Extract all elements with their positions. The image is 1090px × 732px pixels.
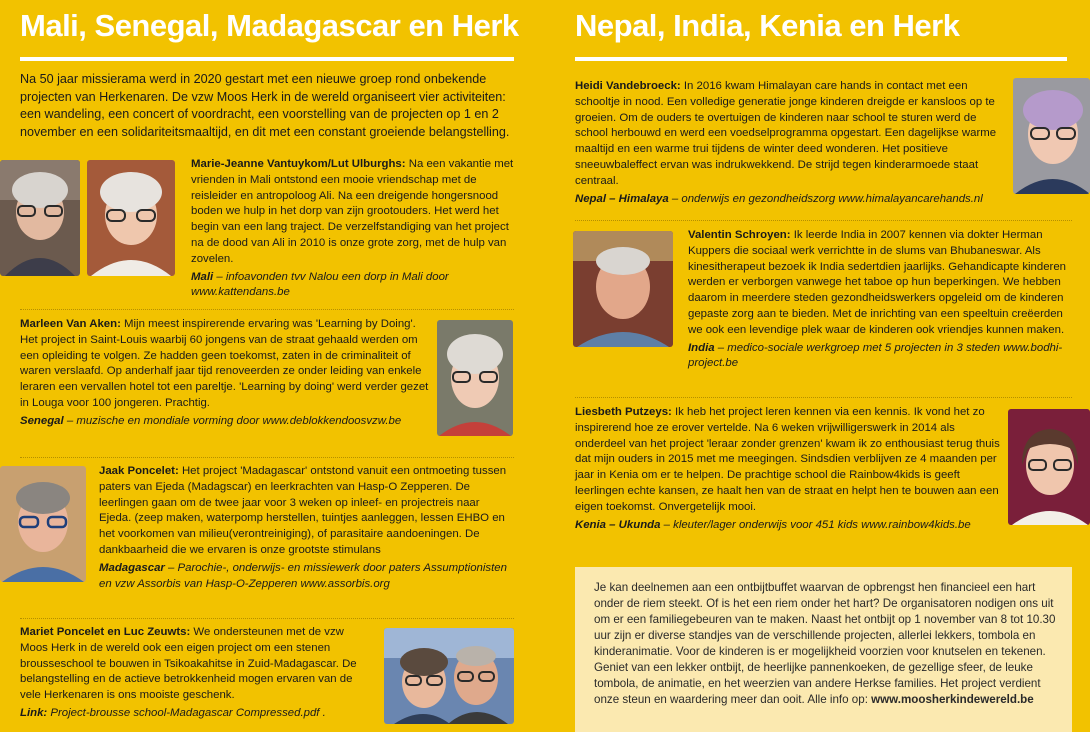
section-senegal-caption: – muzische en mondiale vorming door www.deblokkendoosvzw.be bbox=[63, 414, 402, 427]
breakfast-info-box bbox=[575, 567, 1072, 732]
divider bbox=[575, 397, 1072, 398]
section-india-text: Ik leerde India in 2007 kennen via dokter Herman Kuppers die sociaal werk verrichtte in de slums van Bhubaneswar. Als kinesitherapeut bezoek ik India sedertdien jaarlijks. Gehandicapte kinderen werden er verborgen vanwege het taboe op hun beperkingen. We hebben daarom in meerdere steden gezondheidswerkers opgeleid om de kinderen gepaste zorg aan te bieden. Met de inrichting van een speeltuin creëerden we ook een levendige plek waar de kinderen ook vriendjes kunnen maken. bbox=[688, 229, 1067, 336]
section-mali-name: Marie-Jeanne Vantuykom/Lut Ulburghs: bbox=[191, 158, 406, 170]
section-mali bbox=[191, 157, 515, 301]
section-brousse-text: We ondersteunen met de vzw Moos Herk in de wereld ook een eigen project om een stenen brousseschool te bouwen in Tsikoakahitse in Zuid-Madagascar. De belangstelling en de actieve betrokkenheid mogen ervaren van de vele Herkenaren is ons mooiste geschenk. bbox=[20, 626, 357, 702]
section-kenia-text: Ik heb het project leren kennen via een kennis. Ik vond het zo inspirerend hoe ze erover vertelde. Na 6 weken vrijwilligerswerk in 2014 als onderdeel van het project 'leraar zonder grenzen' kwam ik zo enthousiast terug thuis dat mijn ouders in 2015 met me meegingen. Sindsdien verblijven ze 4 maanden per jaar in Kenia om er te helpen. De prachtige school die Rainbow4kids is geeft leerlingen echte kansen, ze haalt hen van de straat en helpt hen te bouwen aan een eigen toekomst. Onvergetelijk mooi. bbox=[575, 406, 1000, 513]
section-brousse-school bbox=[20, 625, 370, 722]
section-nepal-caption: – onderwijs en gezondheidszorg www.himalayancarehands.nl bbox=[668, 192, 983, 205]
section-kenia-caption-label: Kenia – Ukunda bbox=[575, 518, 661, 531]
divider bbox=[20, 457, 514, 458]
section-kenia-caption: – kleuter/lager onderwijs voor 451 kids www.rainbow4kids.be bbox=[660, 518, 971, 531]
section-brousse-name: Mariet Poncelet en Luc Zeuwts: bbox=[20, 626, 191, 638]
section-madagascar-caption: – Parochie-, onderwijs- en missiewerk door paters Assumptionisten en vzw Assorbis van Hasp-O-Zepperen www.assorbis.org bbox=[99, 561, 507, 590]
section-madagascar-text: Het project 'Madagascar' ontstond vanuit een ontmoeting tussen paters van Ejeda (Madagscar) en leerkrachten van Hasp-O Zepperen. De leerlingen gaan om de twee jaar voor 3 weken op inleef- en projectreis naar Ejeda. (zeep maken, waterpomp herstellen, tuintjes aanleggen, lessen EHBO en het voorkomen van milieu(verontreiniging), of parasitaire aandoeningen. De dankbaarheid die we ervaren is onze grootste stimulans bbox=[99, 465, 507, 556]
section-mali-text: Na een vakantie met vrienden in Mali ontstond een mooie vriendschap met de reisleider en antropoloog Ali. Na een dreigende hongersnood boden we hulp in het dorp van zijn grootouders. Het werd het begin van een lang traject. De verzelfstandiging van het project na de dood van Ali in 2010 is onze grote zorg, met de hulp van zovelen. bbox=[191, 158, 514, 265]
section-madagascar bbox=[99, 464, 511, 592]
section-nepal bbox=[575, 79, 1005, 207]
section-madagascar-name: Jaak Poncelet: bbox=[99, 465, 179, 477]
section-senegal bbox=[20, 317, 430, 430]
moosherk-website-link[interactable]: www.moosherkindewereld.be bbox=[871, 693, 1034, 706]
divider bbox=[20, 309, 514, 310]
portrait-marleen bbox=[437, 320, 513, 436]
section-mali-caption-label: Mali bbox=[191, 270, 214, 283]
divider bbox=[575, 220, 1072, 221]
section-nepal-caption-label: Nepal – Himalaya bbox=[575, 192, 669, 205]
portrait-marie-jeanne bbox=[0, 160, 80, 276]
section-india-name: Valentin Schroyen: bbox=[688, 229, 791, 241]
section-brousse-link-label: Link: bbox=[20, 706, 48, 719]
right-heading-rule bbox=[575, 57, 1067, 61]
portrait-lut bbox=[87, 160, 175, 276]
divider bbox=[20, 618, 514, 619]
portrait-mariet-and-luc bbox=[384, 628, 514, 724]
portrait-valentin bbox=[573, 231, 673, 347]
section-mali-caption: – infoavonden tvv Nalou een dorp in Mali door www.kattendans.be bbox=[191, 270, 449, 299]
left-heading: Mali, Senegal, Madagascar en Herk bbox=[20, 8, 519, 43]
section-india bbox=[688, 228, 1078, 372]
section-kenia-name: Liesbeth Putzeys: bbox=[575, 406, 672, 418]
section-senegal-caption-label: Senegal bbox=[20, 414, 64, 427]
left-heading-rule bbox=[20, 57, 514, 61]
brousse-school-pdf-link[interactable]: Project-brousse school-Madagascar Compressed.pdf . bbox=[47, 706, 326, 719]
breakfast-info-text bbox=[594, 580, 1058, 708]
portrait-heidi bbox=[1013, 78, 1090, 194]
section-nepal-text: In 2016 kwam Himalayan care hands in contact met een schooltje in nood. Een volledige generatie jonge kinderen dreigde er kansloos op te groeien. Om de ouders te overtuigen de kinderen naar school te sturen werd de school herbouwd en werd een voedselprogramma opgestart. Een dagelijkse warme maaltijd en een warme trui tijdens de winter deed wonderen. Het positieve sneeuwbaleffect ervan was indrukwekkend. De strijd tegen kinderarmoede staat centraal. bbox=[575, 80, 997, 187]
section-senegal-name: Marleen Van Aken: bbox=[20, 318, 121, 330]
portrait-liesbeth bbox=[1008, 409, 1090, 525]
section-nepal-name: Heidi Vandebroeck: bbox=[575, 80, 681, 92]
portrait-jaak bbox=[0, 466, 86, 582]
section-india-caption-label: India bbox=[688, 341, 715, 354]
breakfast-info-body: Je kan deelnemen aan een ontbijtbuffet waarvan de opbrengst hen financieel een hart onder de riem steekt. Of is het een riem onder het hart? De organisatoren nodigen ons uit om er een familiegebeuren van te maken. Naast het ontbijt op 1 november van 8 tot 10.30 uur zijn er diverse standjes van de verschillende projecten, allerlei lekkers, tombola en kinderanimatie. Voor de kinderen is er mogelijkheid voorzien voor knutselen en tekenen. Geniet van een lekker ontbijt, de heerlijke pannenkoeken, de gezellige sfeer, de leuke tombola, de animatie, en het weerzien van andere Herkse families. Het project verdient onze steun en waardering meer dan ooit. Alle info op: bbox=[594, 581, 1056, 706]
section-india-caption: – medico-sociale werkgroep met 5 projecten in 3 steden www.bodhi-project.be bbox=[688, 341, 1063, 370]
section-kenia bbox=[575, 405, 1000, 533]
right-heading: Nepal, India, Kenia en Herk bbox=[575, 8, 960, 43]
section-madagascar-caption-label: Madagascar bbox=[99, 561, 165, 574]
intro-paragraph: Na 50 jaar missierama werd in 2020 gestart met een nieuwe groep rond onbekende projecten van Herkenaren. De vzw Moos Herk in de wereld organiseert vier activiteiten: een wandeling, een concert of voordracht, een voorstelling van de projecten op 1 en 2 november en een solidariteitsmaaltijd, en dit met een constant groeiende belangstelling. bbox=[20, 72, 510, 139]
section-senegal-text: Mijn meest inspirerende ervaring was 'Learning by Doing'. Het project in Saint-Louis waarbij 60 jongens van de straat gehaald werden om een opleiding te volgen. Ze hadden geen toekomst, zaten in de criminaliteit of waren verslaafd. Op anderhalf jaar tijd renoveerden ze onder leiding van enkele leraren een vervallen hotel tot een pareltje. 'Learning by doing' werd verder gezet in Louga voor 100 jongeren. Prachtig. bbox=[20, 318, 429, 409]
